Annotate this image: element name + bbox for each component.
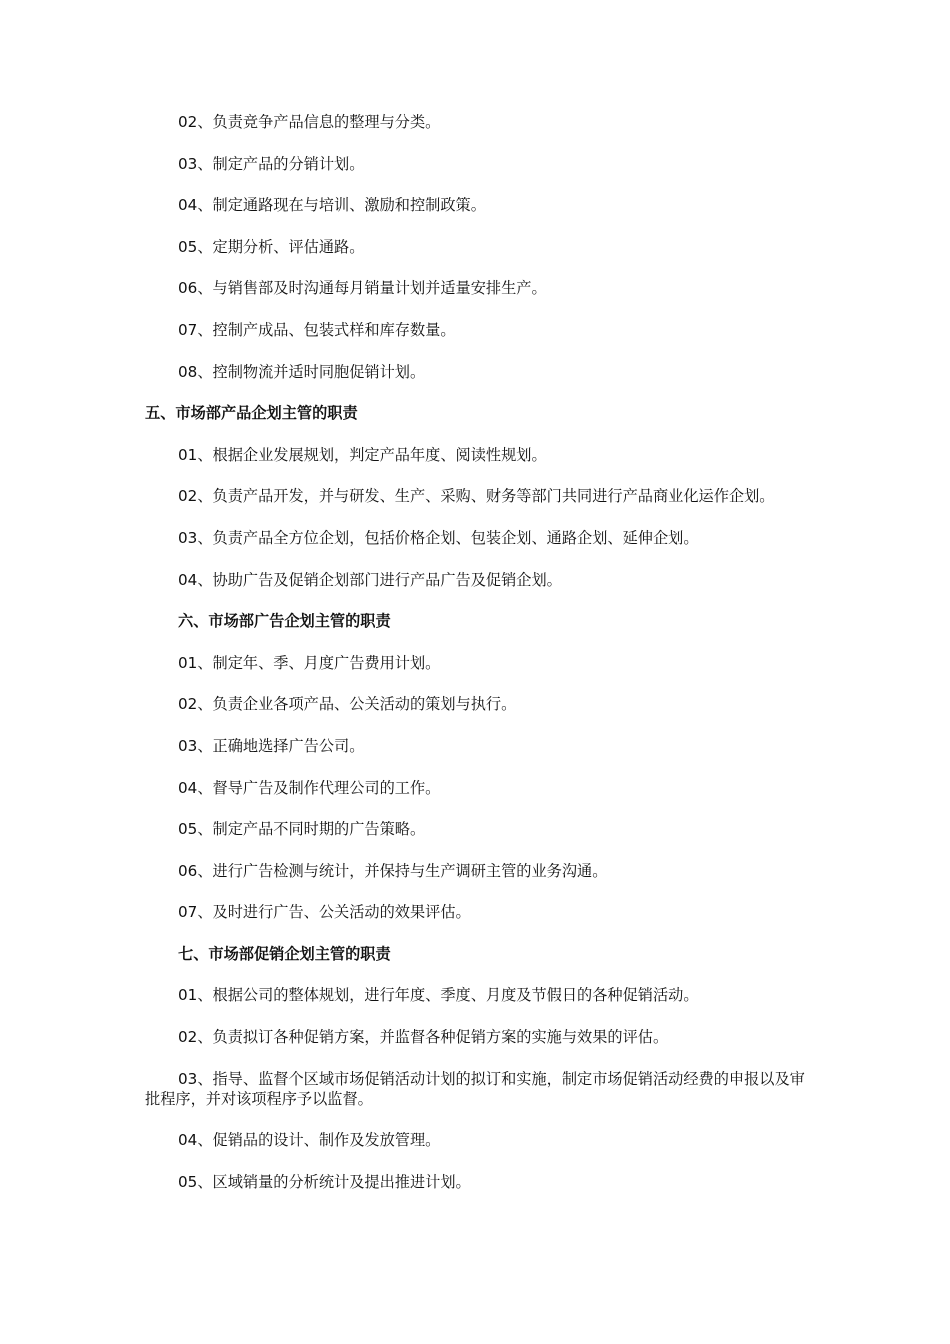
- list-item: 05、区域销量的分析统计及提出推进计划。: [178, 1172, 471, 1191]
- section-heading: 五、市场部产品企划主管的职责: [145, 404, 358, 423]
- list-item: 01、制定年、季、月度广告费用计划。: [178, 653, 441, 672]
- list-item: 06、进行广告检测与统计，并保持与生产调研主管的业务沟通。: [178, 861, 608, 880]
- list-item: 02、负责拟订各种促销方案，并监督各种促销方案的实施与效果的评估。: [178, 1028, 669, 1047]
- section-heading: 七、市场部促销企划主管的职责: [178, 944, 391, 963]
- list-item: 02、负责竞争产品信息的整理与分类。: [178, 113, 441, 131]
- list-item: 07、控制产成品、包装式样和库存数量。: [178, 320, 456, 339]
- list-item: 08、控制物流并适时同胞促销计划。: [178, 362, 426, 381]
- list-item: 05、定期分析、评估通路。: [178, 237, 365, 256]
- list-item: 03、负责产品全方位企划，包括价格企划、包装企划、通路企划、延伸企划。: [178, 528, 699, 547]
- list-item: 04、督导广告及制作代理公司的工作。: [178, 778, 441, 797]
- section-heading: 六、市场部广告企划主管的职责: [178, 612, 391, 631]
- list-item: 04、促销品的设计、制作及发放管理。: [178, 1131, 441, 1150]
- list-item: 01、根据公司的整体规划，进行年度、季度、月度及节假日的各种促销活动。: [178, 986, 699, 1005]
- list-item: 06、与销售部及时沟通每月销量计划并适量安排生产。: [178, 279, 547, 298]
- list-item: 04、制定通路现在与培训、激励和控制政策。: [178, 196, 486, 215]
- list-item: 04、协助广告及促销企划部门进行产品广告及促销企划。: [178, 570, 562, 589]
- list-item: 03、指导、监督个区域市场促销活动计划的拟订和实施，制定市场促销活动经费的申报以及审批程序，并对该项程序予以监督。: [145, 1069, 805, 1108]
- list-item: 03、制定产品的分销计划。: [178, 154, 365, 173]
- list-item: 03、正确地选择广告公司。: [178, 736, 365, 755]
- list-item: 02、负责企业各项产品、公关活动的策划与执行。: [178, 695, 517, 714]
- list-item: 01、根据企业发展规划，判定产品年度、阅读性规划。: [178, 445, 547, 464]
- list-item: 02、负责产品开发，并与研发、生产、采购、财务等部门共同进行产品商业化运作企划。: [178, 487, 775, 506]
- list-item: 07、及时进行广告、公关活动的效果评估。: [178, 903, 471, 922]
- document-body: [145, 112, 805, 1213]
- list-item: 05、制定产品不同时期的广告策略。: [178, 820, 426, 839]
